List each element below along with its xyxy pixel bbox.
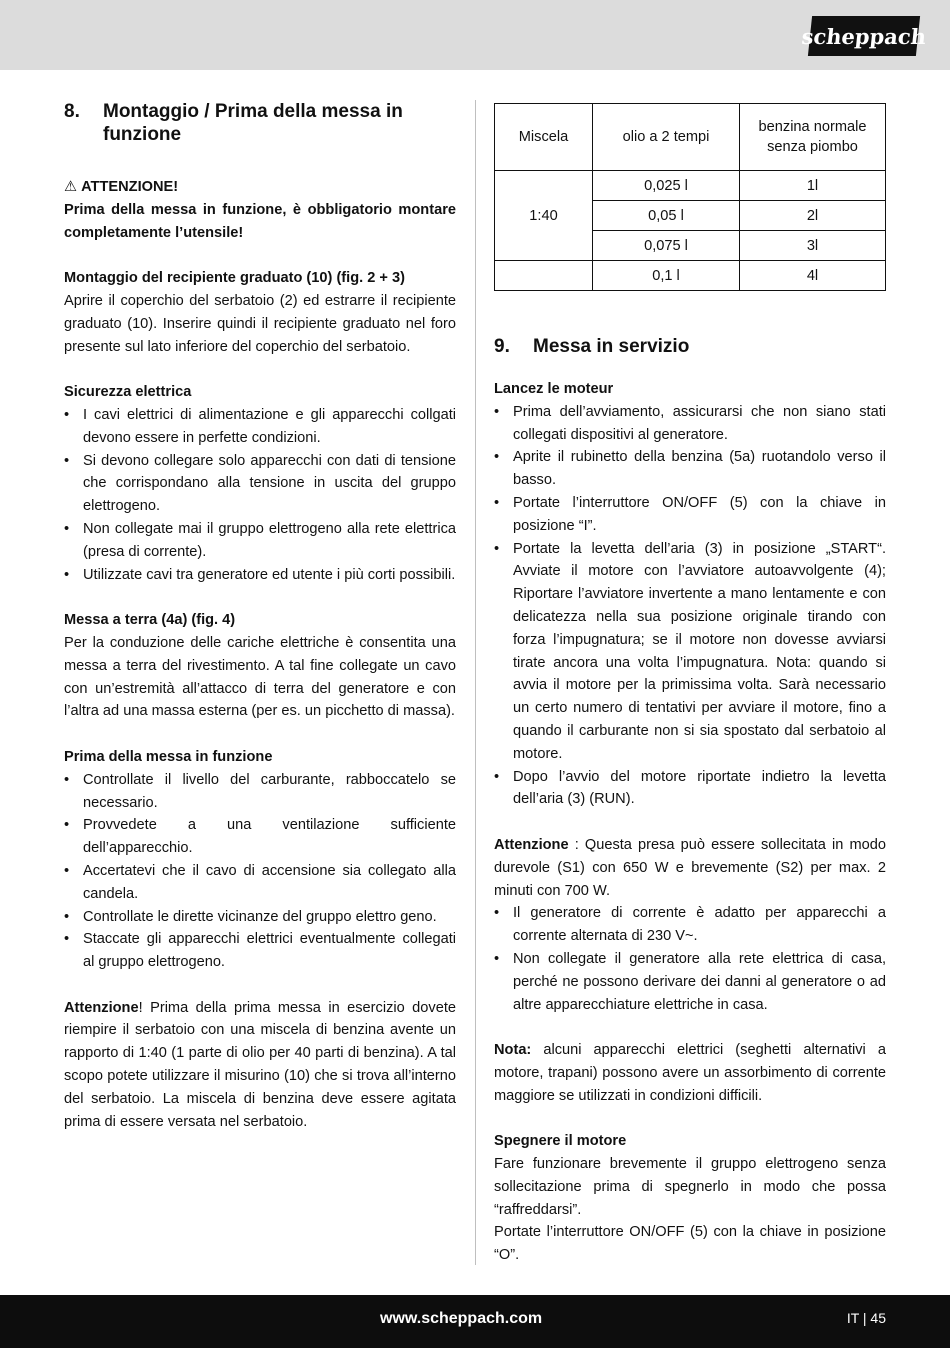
section-9-heading [494, 335, 886, 358]
page-number: IT | 45 [846, 1310, 886, 1326]
list-item: • Controllate il livello del carburante, rabboccatelo se necessario. [64, 769, 456, 815]
table-header-cell: Miscela [495, 104, 593, 171]
table-cell: 4l [740, 261, 886, 291]
section-9-number: 9. [494, 336, 510, 357]
assembly-block [64, 267, 456, 358]
table-header-cell: olio a 2 tempi [593, 104, 740, 171]
table-row [495, 261, 886, 291]
stop-engine-text-2: Portate l’interruttore ON/OFF (5) con la chiave in posizione “O”. [494, 1224, 886, 1264]
list-item: • Accertatevi che il cavo di accensione sia collegato alla candela. [64, 860, 456, 906]
attention-label: Attenzione [64, 999, 139, 1016]
list-item: • Si devono collegare solo apparecchi con dati di tensione che corrispondano alla tensione in uscita del gruppo elettrogeno. [64, 450, 456, 518]
mix-table [494, 103, 886, 291]
stop-engine-title: Spegnere il motore [494, 1133, 627, 1150]
brand-logo: scheppach [808, 16, 920, 56]
attention-text: ! Prima della prima messa in esercizio dovete riempire il serbatoio con una miscela di benzina avente un rapporto di 1:40 (1 parte di olio per 40 parti di benzina). A tal scopo potete utilizzare il misurino (10) che si trova all’interno del serbatoio. La miscela di benzina deve essere agitata prima di essere versata nel serbatoio. [64, 999, 456, 1130]
start-engine-block [494, 378, 886, 811]
stop-engine-block [494, 1130, 886, 1267]
socket-attention-list [494, 902, 886, 1016]
list-item: • Non collegate mai il gruppo elettrogeno alla rete elettrica (presa di corrente). [64, 518, 456, 564]
grounding-block [64, 609, 456, 723]
list-item: • Provvedete a una ventilazione sufficiente dell’apparecchio. [64, 814, 456, 860]
warning-title [64, 176, 456, 199]
section-8-title: Montaggio / Prima della messa in funzione [103, 101, 403, 145]
attention-paragraph [64, 997, 456, 1134]
list-item: • Portate l’interruttore ON/OFF (5) con la chiave in posizione “I”. [494, 492, 886, 538]
note-text: alcuni apparecchi elettrici (seghetti alternativi a motore, trapani) possono avere un assorbimento di corrente maggiore se utilizzati in condizioni difficili. [494, 1042, 886, 1104]
warning-block [64, 176, 456, 244]
footer-url: www.scheppach.com [380, 1310, 543, 1327]
table-cell: 0,025 l [593, 171, 740, 201]
table-cell: 1l [740, 171, 886, 201]
list-item: • Prima dell’avviamento, assicurarsi che non siano stati collegati dispositivi al generatore. [494, 401, 886, 447]
start-engine-title: Lancez le moteur [494, 381, 614, 397]
attention-block [64, 997, 456, 1134]
list-item: • Aprite il rubinetto della benzina (5a) ruotandolo verso il basso. [494, 446, 886, 492]
footer-band [0, 1295, 950, 1348]
table-cell: 0,1 l [593, 261, 740, 291]
section-8-heading [64, 100, 456, 146]
socket-attention-paragraph [494, 834, 886, 902]
list-item: • Utilizzate cavi tra generatore ed utente i più corti possibili. [64, 564, 456, 587]
stop-engine-text-1: Fare funzionare brevemente il gruppo elettrogeno senza sollecitazione prima di spegnerlo in modo che possa “raffreddarsi”. [494, 1156, 886, 1218]
table-cell: 2l [740, 201, 886, 231]
table-cell: 0,075 l [593, 231, 740, 261]
table-ratio-cell: 1:40 [495, 171, 593, 261]
electrical-safety-block [64, 381, 456, 586]
list-item: • Controllate le dirette vicinanze del gruppo elettro geno. [64, 906, 456, 929]
socket-attention-label: Attenzione [494, 836, 569, 853]
warning-text: Prima della messa in funzione, è obbligatorio montare completamente l’utensile! [64, 201, 456, 241]
assembly-title: Montaggio del recipiente graduato (10) (fig. 2 + 3) [64, 270, 405, 287]
note-label: Nota: [494, 1042, 532, 1059]
list-item: • Portate la levetta dell’aria (3) in posizione „START“. Avviate il motore con l’avviatore autoavvolgente (4); Riportare l’avviatore invertente a mano lentamente e con delicatezza nella sua posizione originale tirando con forza l’impugnatura; se il motore non dovesse avviarsi tirate ancora una volta l’impugnatura. Nota: quando si avvia il motore per la primissima volta. Sarà necessario un certo numero di tentativi per avviare il motore, fino a quando il carburante non si sia spostato dal serbatoio al motore. [494, 538, 886, 766]
electrical-safety-title: Sicurezza elettrica [64, 384, 192, 401]
start-engine-list [494, 401, 886, 811]
table-cell: 0,05 l [593, 201, 740, 231]
warning-title-text: ATTENZIONE! [81, 179, 179, 195]
grounding-text: Per la conduzione delle cariche elettriche è consentita una messa a terra del rivestimento. A tal fine collegate un cavo con un’estremità all’attacco di terra del generatore e con l’altra ad una massa esterna (per es. un picchetto di massa). [64, 634, 456, 720]
grounding-title: Messa a terra (4a) (fig. 4) [64, 612, 236, 629]
right-column [494, 103, 886, 1267]
column-divider [475, 100, 476, 1265]
table-cell: 3l [740, 231, 886, 261]
warning-triangle-icon: ⚠ [64, 179, 78, 195]
left-column [64, 100, 456, 1133]
list-item: • Dopo l’avvio del motore riportate indietro la levetta dell’aria (3) (RUN). [494, 766, 886, 812]
assembly-text: Aprire il coperchio del serbatoio (2) ed estrarre il recipiente graduato (10). Inserire quindi il recipiente graduato nel foro presente sul lato inferiore del coperchio del serbatoio. [64, 292, 456, 355]
socket-attention-text: : Questa presa può essere sollecitata in modo durevole (S1) con 650 W e brevemente (S2) per max. 2 minuti con 700 W. [494, 836, 886, 899]
before-start-block [64, 746, 456, 974]
before-start-list [64, 769, 456, 974]
section-9-title: Messa in servizio [533, 336, 690, 357]
list-item: • I cavi elettrici di alimentazione e gli apparecchi collgati devono essere in perfette condizioni. [64, 404, 456, 450]
table-header-cell: benzina normale senza piombo [740, 104, 886, 171]
socket-attention-block [494, 834, 886, 1016]
table-row [495, 171, 886, 201]
list-item: • Il generatore di corrente è adatto per apparecchi a corrente alternata di 230 V~. [494, 902, 886, 948]
section-8-number: 8. [64, 101, 80, 122]
list-item: • Non collegate il generatore alla rete elettrica di casa, perché ne possono derivare dei danni al generatore o ad altre apparecchiature elettriche in casa. [494, 948, 886, 1016]
note-block [494, 1039, 886, 1107]
before-start-title: Prima della messa in funzione [64, 748, 273, 765]
electrical-safety-list [64, 404, 456, 586]
table-header-row [495, 104, 886, 171]
list-item: • Staccate gli apparecchi elettrici eventualmente collegati al gruppo elettrogeno. [64, 928, 456, 974]
note-paragraph [494, 1039, 886, 1107]
table-empty-cell [495, 261, 593, 291]
